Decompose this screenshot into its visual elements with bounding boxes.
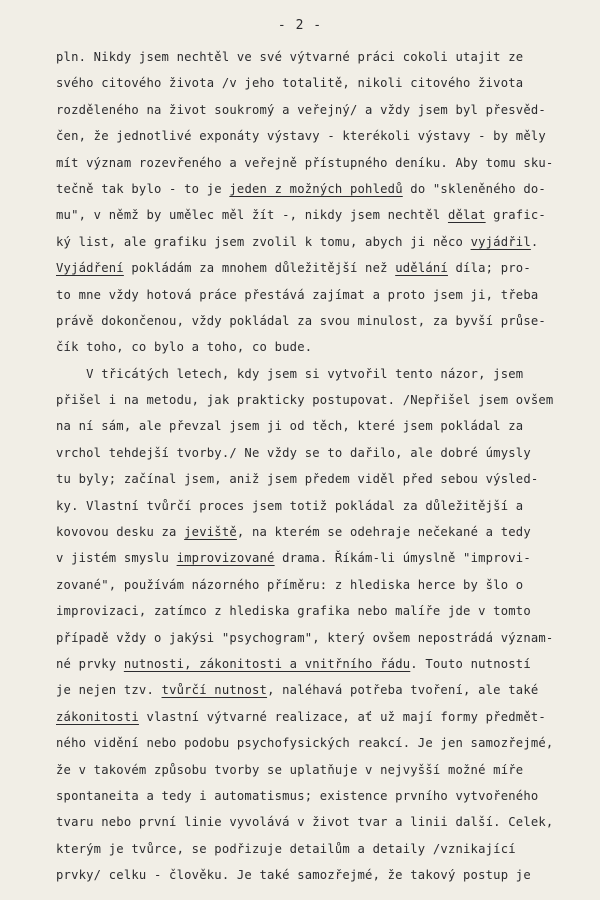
text-line <box>56 44 586 70</box>
underlined-phrase: Vyjádření <box>56 261 124 276</box>
text-segment: tečně tak bylo - to je <box>56 181 230 196</box>
text-segment: né prvky <box>56 656 124 671</box>
text-segment: na ní sám, ale převzal jsem ji od těch, které jsem pokládal za <box>56 419 524 434</box>
underlined-phrase: nutnosti, zákonitosti a vnitřního řádu <box>123 656 411 671</box>
text-line <box>56 176 586 202</box>
text-segment: pln. Nikdy jsem nechtěl ve své výtvarné práci cokoli utajit ze <box>56 50 524 64</box>
text-line <box>56 783 586 809</box>
text-line <box>56 97 586 123</box>
underlined-phrase: udělání <box>395 261 448 276</box>
text-segment: zované", používám názorného příměru: z hlediska herce by šlo o <box>56 577 524 592</box>
text-segment: že v takovém způsobu tvorby se uplatňuje v nejvyšší možné míře <box>56 762 524 777</box>
text-line <box>56 413 586 439</box>
text-segment: ký list, ale grafiku jsem zvolil k tomu, abych ji něco <box>56 234 471 249</box>
text-line <box>56 123 586 149</box>
text-line <box>56 255 586 281</box>
page-number: - 2 - <box>277 18 323 33</box>
text-segment: čík toho, co bylo a toho, co bude. <box>56 340 313 355</box>
underlined-phrase: tvůrčí nutnost <box>161 683 268 698</box>
text-segment: kterým je tvůrce, se podřizuje detailům a detaily /vznikající <box>56 841 516 856</box>
text-segment: mu", v němž by umělec měl žít -, nikdy jsem nechtěl <box>56 208 448 223</box>
text-segment: vlastní výtvarné realizace, ať už mají formy předmět- <box>138 709 546 724</box>
text-segment: mít význam rozevřeného a veřejně přístupného deníku. Aby tomu sku- <box>56 155 554 170</box>
text-segment: , na kterém se odehraje nečekané a tedy <box>236 525 531 540</box>
underlined-phrase: improvizované <box>176 551 275 566</box>
text-line <box>56 308 586 334</box>
text-segment: čen, že jednotlivé exponáty výstavy - kterékoli výstavy - by měly <box>56 129 546 144</box>
text-segment: tu byly; začínal jsem, aniž jsem předem viděl před sebou výsled- <box>56 472 539 487</box>
text-segment: přišel i na metodu, jak prakticky postupovat. /Nepřišel jsem ovšem <box>56 393 554 408</box>
text-segment: ky. Vlastní tvůrčí proces jsem totiž pokládal za důležitější a <box>56 498 524 513</box>
text-segment: v jistém smyslu <box>56 551 177 566</box>
text-segment: prvky/ celku - člověku. Je také samozřejmé, že takový postup je <box>56 868 531 883</box>
text-segment: V třicátých letech, kdy jsem si vytvořil tento názor, jsem <box>56 366 524 381</box>
text-segment: právě dokončenou, vždy pokládal za svou minulost, za byvší průse- <box>56 313 546 328</box>
text-line <box>56 625 586 651</box>
text-segment: spontaneita a tedy i automatismus; existence prvního vytvořeného <box>56 788 539 803</box>
text-line <box>56 519 586 545</box>
text-segment: to mne vždy hotová práce přestává zajímat a proto jsem ji, třeba <box>56 287 539 302</box>
text-segment: improvizaci, zatímco z hlediska grafika nebo malíře jde v tomto <box>56 604 531 619</box>
text-segment: svého citového života /v jeho totalitě, nikoli citového života <box>56 76 524 91</box>
text-line <box>56 809 586 835</box>
underlined-phrase: vyjádřil <box>470 234 531 249</box>
text-segment: díla; pro- <box>447 261 531 276</box>
text-segment: . <box>530 234 539 249</box>
text-line <box>56 598 586 624</box>
text-line <box>56 440 586 466</box>
text-segment: . Touto nutností <box>410 656 531 671</box>
underlined-phrase: dělat <box>447 208 486 223</box>
text-line <box>56 651 586 677</box>
text-segment: do "skleněného do- <box>402 181 546 196</box>
underlined-phrase: zákonitosti <box>56 709 139 724</box>
text-line <box>56 334 586 360</box>
text-line <box>56 229 586 255</box>
text-segment: případě vždy o jakýsi "psychogram", který ovšem nepostrádá význam- <box>56 630 554 645</box>
text-segment: pokládám za mnohem důležitější než <box>123 261 396 276</box>
text-line <box>56 677 586 703</box>
text-line <box>56 730 586 756</box>
text-segment: , naléhavá potřeba tvoření, ale také <box>267 683 539 698</box>
text-line <box>56 387 586 413</box>
text-line <box>56 202 586 228</box>
text-segment: grafic- <box>485 208 546 223</box>
paragraph <box>56 361 586 889</box>
text-segment: vrchol tehdejší tvorby./ Ne vždy se to dařilo, ale dobré úmysly <box>56 445 531 460</box>
text-line <box>56 704 586 730</box>
text-line <box>56 545 586 571</box>
text-line <box>56 572 586 598</box>
text-segment: kovovou desku za <box>56 525 185 540</box>
body-text <box>56 44 586 889</box>
text-line <box>56 757 586 783</box>
underlined-phrase: jeden z možných pohledů <box>229 181 403 196</box>
text-line <box>56 150 586 176</box>
text-line <box>56 282 586 308</box>
text-line <box>56 466 586 492</box>
paragraph <box>56 44 586 361</box>
text-segment: tvaru nebo první linie vyvolává v život tvar a linii další. Celek, <box>56 815 554 830</box>
text-line <box>56 361 586 387</box>
underlined-phrase: jeviště <box>184 525 237 540</box>
text-line <box>56 493 586 519</box>
text-line <box>56 862 586 888</box>
text-line <box>56 836 586 862</box>
text-segment: drama. Říkám-li úmyslně "improvi- <box>274 551 531 566</box>
text-segment: ného vidění nebo podobu psychofysických reakcí. Je jen samozřejmé, <box>56 736 554 751</box>
text-segment: je nejen tzv. <box>56 683 162 698</box>
text-segment: rozděleného na život soukromý a veřejný/ a vždy jsem byl přesvěd- <box>56 102 546 117</box>
text-line <box>56 70 586 96</box>
